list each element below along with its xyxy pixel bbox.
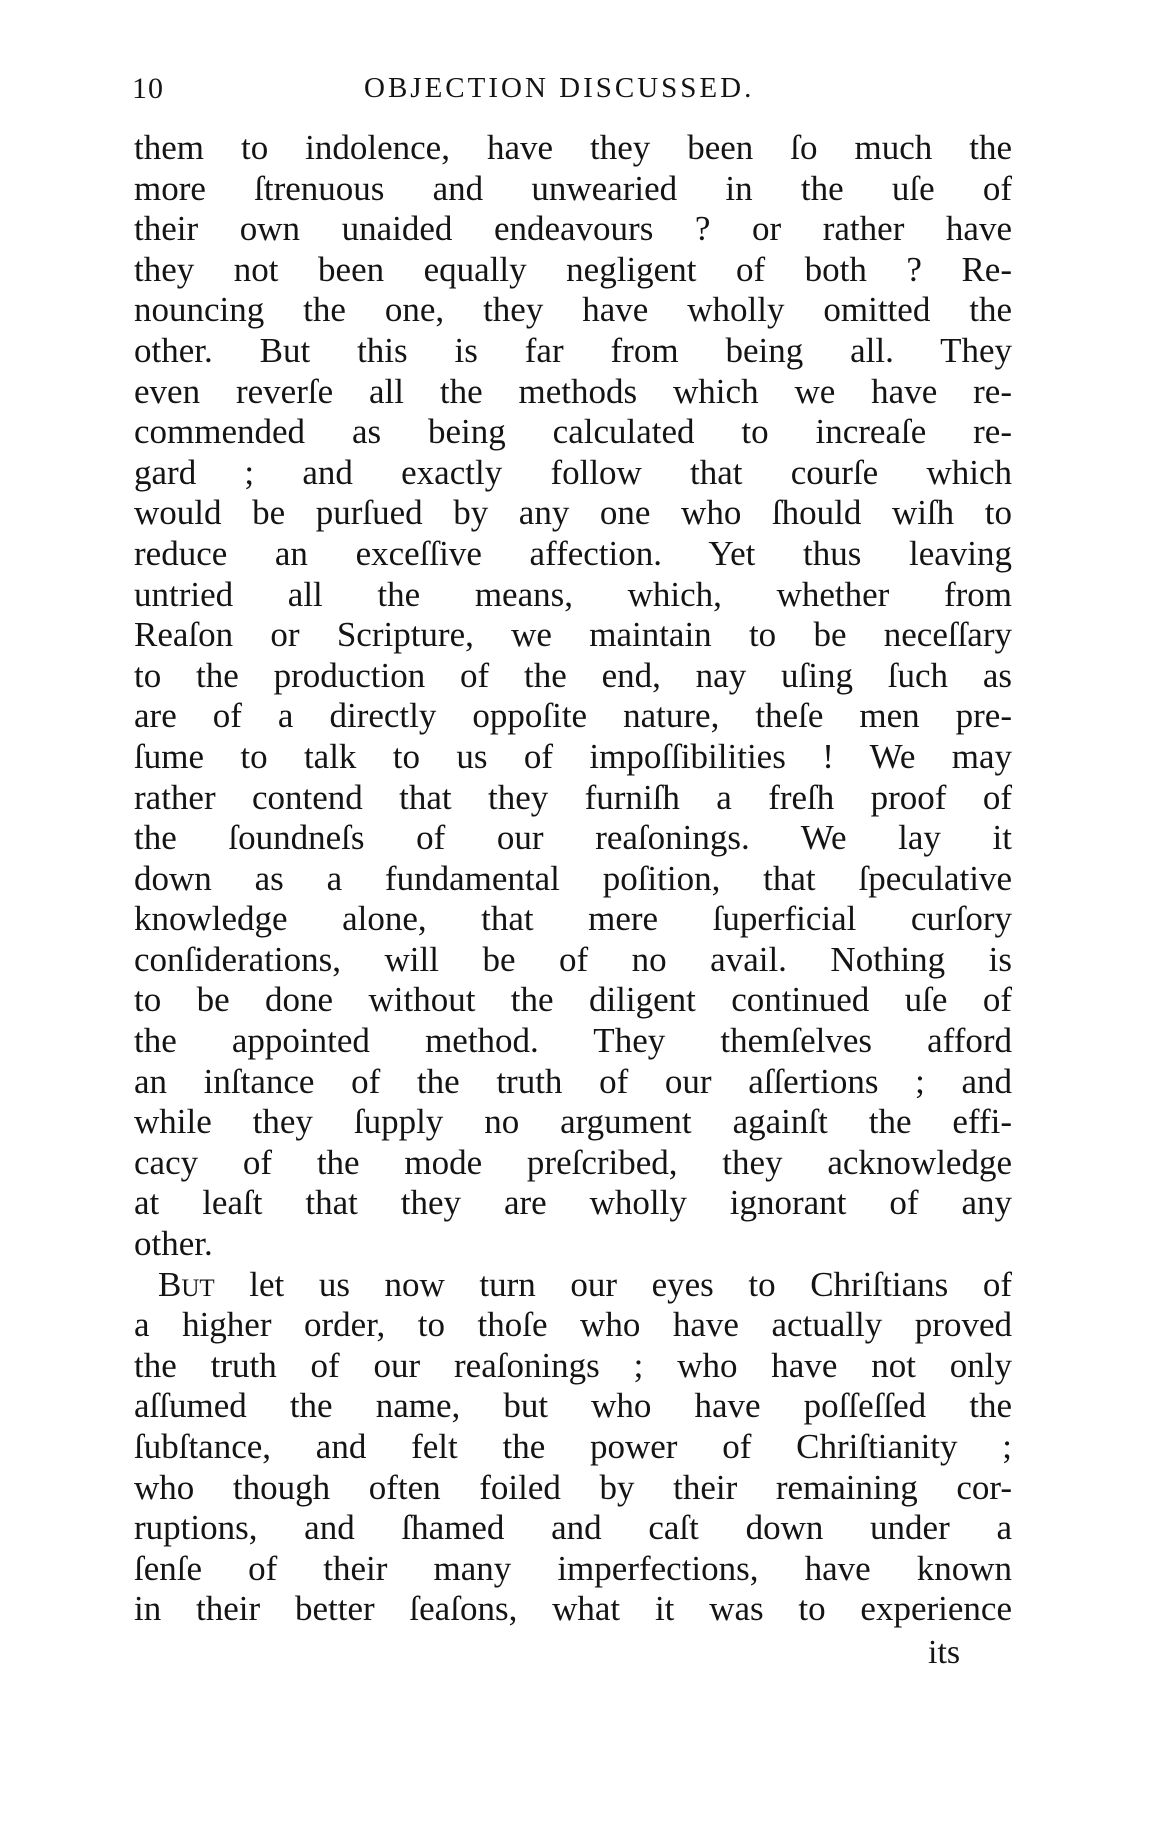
text-line: more ſtrenuous and unwearied in the uſe of	[134, 168, 1012, 208]
page-header	[132, 72, 1012, 112]
text-line: an inſtance of the truth of our aſſertions ; and	[134, 1061, 1012, 1101]
paragraph-first-word: But	[158, 1264, 215, 1304]
text-line: conſiderations, will be of no avail. Nothing is	[134, 939, 1012, 979]
text-line: a higher order, to thoſe who have actually proved	[134, 1305, 1012, 1345]
text-line: rather contend that they furniſh a freſh proof of	[134, 777, 1012, 817]
text-line: the truth of our reaſonings ; who have not only	[134, 1345, 1012, 1385]
text-line: their own unaided endeavours ? or rather have	[134, 209, 1012, 249]
text-line: are of a directly oppoſite nature, theſe men pre-	[134, 696, 1012, 736]
text-line: untried all the means, which, whether from	[134, 574, 1012, 614]
text-line: down as a fundamental poſition, that ſpeculative	[134, 858, 1012, 898]
text-line: would be purſued by any one who ſhould wiſh to	[134, 493, 1012, 533]
text-line: the appointed method. They themſelves afford	[134, 1021, 1012, 1061]
text-line: the ſoundneſs of our reaſonings. We lay it	[134, 818, 1012, 858]
text-line: aſſumed the name, but who have poſſeſſed the	[134, 1386, 1012, 1426]
text-line: other.	[134, 1224, 213, 1264]
text-line: ſenſe of their many imperfections, have known	[134, 1548, 1012, 1588]
text-line: gard ; and exactly follow that courſe which	[134, 452, 1012, 492]
paragraph-opening-line	[134, 1265, 1012, 1306]
text-line: reduce an exceſſive affection. Yet thus leaving	[134, 533, 1012, 573]
text-line: ſubſtance, and felt the power of Chriſtianity ;	[134, 1427, 1012, 1466]
body-text	[134, 128, 1012, 1630]
text-line: them to indolence, have they been ſo much the	[134, 128, 1012, 167]
text-line: Reaſon or Scripture, we maintain to be neceſſary	[134, 615, 1012, 655]
text-line: commended as being calculated to increaſe re-	[134, 412, 1012, 452]
text-line: ſume to talk to us of impoſſibilities ! We may	[134, 736, 1012, 776]
paragraph-first-line-rest: let us now turn our eyes to Chriſtians of	[214, 1264, 1012, 1304]
page-number: 10	[132, 72, 164, 105]
text-line: other. But this is far from being all. They	[134, 330, 1012, 370]
text-line: they not been equally negligent of both ? Re-	[134, 249, 1012, 289]
text-line: while they ſupply no argument againſt the effi-	[134, 1102, 1012, 1142]
running-title: OBJECTION DISCUSSED.	[364, 72, 755, 104]
text-line: at leaſt that they are wholly ignorant of any	[134, 1183, 1012, 1223]
text-line: cacy of the mode preſcribed, they acknowledge	[134, 1142, 1012, 1182]
text-line: in their better ſeaſons, what it was to experience	[134, 1589, 1012, 1629]
text-line: to the production of the end, nay uſing ſuch as	[134, 655, 1012, 695]
text-line: even reverſe all the methods which we have re-	[134, 371, 1012, 411]
text-line: who though often foiled by their remaining cor-	[134, 1467, 1012, 1507]
text-line: ruptions, and ſhamed and caſt down under a	[134, 1508, 1012, 1548]
text-line: nouncing the one, they have wholly omitted the	[134, 290, 1012, 330]
text-line: knowledge alone, that mere ſuperficial curſory	[134, 899, 1012, 939]
text-line: to be done without the diligent continued uſe of	[134, 980, 1012, 1020]
catchword: its	[928, 1634, 961, 1671]
